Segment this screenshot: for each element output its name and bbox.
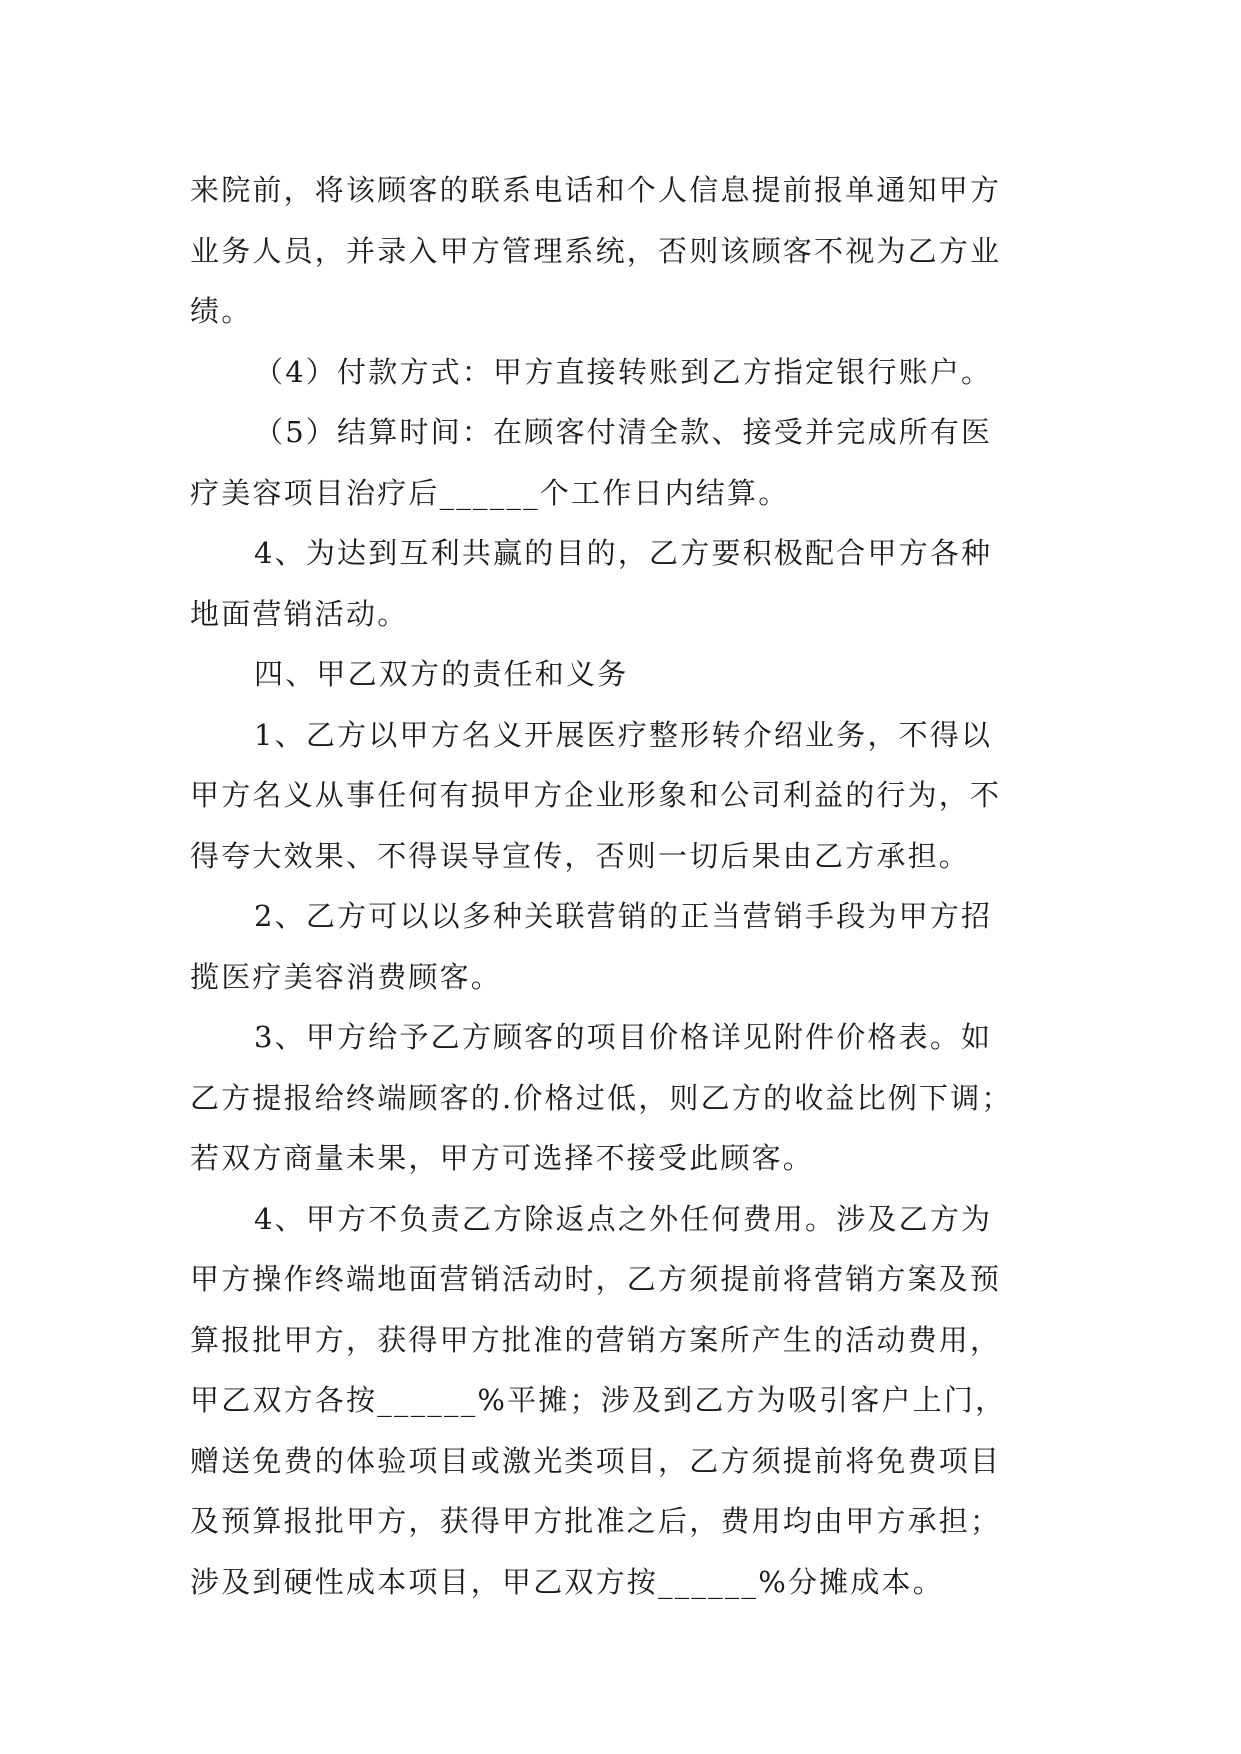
text-line: 3、甲方给予乙方顾客的项目价格详见附件价格表。如 <box>254 1020 993 1054</box>
section-heading <box>190 644 1050 705</box>
text-line: 甲乙双方各按______%平摊；涉及到乙方为吸引客户上门， <box>190 1383 1007 1417</box>
text-line: 甲方名义从事任何有损甲方企业形象和公司利益的行为，不 <box>190 778 1002 812</box>
paragraph-settlement-time <box>190 402 1050 523</box>
text-line: 4、甲方不负责乙方除返点之外任何费用。涉及乙方为 <box>254 1201 993 1236</box>
text-line: 揽医疗美容消费顾客。 <box>190 959 503 994</box>
text-line: 2、乙方可以以多种关联营销的正当营销手段为甲方招 <box>254 899 993 933</box>
text-line: 赠送免费的体验项目或激光类项目，乙方须提前将免费项目 <box>190 1443 1002 1478</box>
text-line: 若双方商量未果，甲方可选择不接受此顾客。 <box>190 1141 815 1175</box>
text-line: 地面营销活动。 <box>190 596 409 631</box>
text-line: 涉及到硬性成本项目，甲乙双方按______%分摊成本。 <box>190 1564 944 1599</box>
text-line: 4、为达到互利共赢的目的，乙方要积极配合甲方各种 <box>254 536 993 570</box>
text-line: 1、乙方以甲方名义开展医疗整形转介绍业务，不得以 <box>254 717 993 752</box>
paragraph-item-4-marketing <box>190 523 1050 644</box>
text-line: 业务人员，并录入甲方管理系统，否则该顾客不视为乙方业 <box>190 233 1002 268</box>
text-line: 绩。 <box>190 294 253 328</box>
text-line: 算报批甲方，获得甲方批准的营销方案所产生的活动费用， <box>190 1322 1002 1357</box>
text-line: 四、甲乙双方的责任和义务 <box>254 657 629 691</box>
paragraph-duty-4 <box>190 1189 1050 1613</box>
text-line: 疗美容项目治疗后______个工作日内结算。 <box>190 475 790 510</box>
text-line: 得夸大效果、不得误导宣传，否则一切后果由乙方承担。 <box>190 838 971 873</box>
text-line: 来院前，将该顾客的联系电话和个人信息提前报单通知甲方 <box>190 173 1002 207</box>
paragraph-continuation <box>190 160 1050 342</box>
document-body <box>190 160 1050 1612</box>
paragraph-payment-method <box>190 342 1050 403</box>
text-line: （4）付款方式：甲方直接转账到乙方指定银行账户。 <box>254 354 993 389</box>
paragraph-duty-3 <box>190 1007 1050 1189</box>
text-line: 及预算报批甲方，获得甲方批准之后，费用均由甲方承担； <box>190 1504 1002 1538</box>
paragraph-duty-1 <box>190 705 1050 887</box>
text-line: 乙方提报给终端顾客的.价格过低，则乙方的收益比例下调； <box>190 1080 1013 1115</box>
text-line: （5）结算时间：在顾客付清全款、接受并完成所有医 <box>254 415 993 449</box>
text-line: 甲方操作终端地面营销活动时，乙方须提前将营销方案及预 <box>190 1262 1002 1296</box>
paragraph-duty-2 <box>190 886 1050 1007</box>
